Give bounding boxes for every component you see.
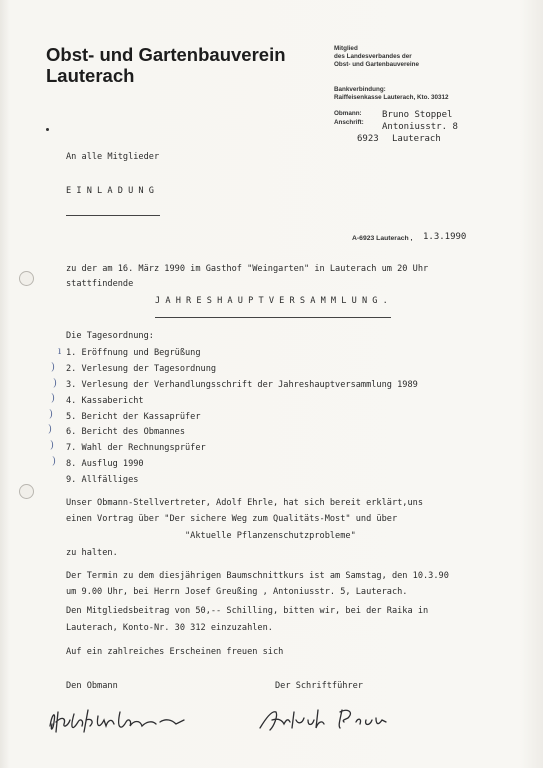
pencil-tick-icon: ) [51,393,55,404]
schriftfuehrer-label: Der Schriftführer [275,681,363,691]
organization-name-line2: Lauterach [46,65,135,86]
intro-line1: zu der am 16. März 1990 im Gasthof "Weingarten" in Lauterach um 20 Uhr [66,264,429,274]
agenda-heading: Die Tagesordnung: [66,331,154,341]
organization-name-line1: Obst- und Gartenbauverein [46,44,286,65]
address-name: Bruno Stoppel [382,110,453,120]
agenda-item: 2. Verlesung der Tagesordnung [66,363,217,374]
date-line: 1.3.1990 [423,232,467,242]
pencil-tick-icon: ) [52,456,56,467]
membership-note [334,45,419,69]
lecture-line3: "Aktuelle Pflanzenschutzprobleme" [185,531,356,541]
bank-details [334,86,448,102]
agenda-item: 6. Bericht des Obmannes [66,427,185,438]
membership-line1: Mitglied [334,45,358,52]
obmann-label-bottom: Den Obmann [66,681,118,691]
agenda-item: 9. Allfälliges [66,475,139,486]
punch-hole-top [19,271,34,286]
course-line2: um 9.00 Uhr, bei Herrn Josef Greußing , Antoniusstr. 5, Lauterach. [66,587,408,597]
agenda-item: 1. Eröffnung und Begrüßung [66,348,201,358]
agenda-item: 5. Bericht der Kassaprüfer [66,411,201,422]
agenda-item: 3. Verlesung der Verhandlungsschrift der Jahreshauptversammlung 1989 [66,379,418,390]
intro-line2: stattfindende [66,279,134,289]
anschrift-label: Anschrift: [334,119,364,126]
pencil-tick-icon: ) [51,362,55,373]
place-line: A-6923 Lauterach , [352,235,413,242]
membership-line3: Obst- und Gartenbauvereine [334,61,420,68]
pencil-tick-icon: ) [49,409,53,420]
address-city: Lauterach [392,134,441,144]
bank-label: Bankverbindung: [334,86,386,93]
agenda-list [66,346,418,489]
obmann-label: Obmann: [334,110,362,117]
pencil-tick-icon: ) [53,378,57,389]
invitation-heading: E I N L A D U N G [66,186,154,196]
lecture-line1: Unser Obmann-Stellvertreter, Adolf Ehrle, hat sich bereit erklärt,uns [66,498,423,508]
membership-line2: des Landesverbandes der [334,53,412,60]
address-zip: 6923 [357,134,379,144]
event-title-underline [155,317,391,318]
bank-value: Raiffeisenkasse Lauterach, Kto. 30312 [334,94,449,101]
fee-line2: Lauterach, Konto-Nr. 30 312 einzuzahlen. [66,623,273,633]
lecture-line2: einen Vortrag über "Der sichere Weg zum Qualitäts-Most" und über [66,514,398,524]
fee-line1: Den Mitgliedsbeitrag von 50,-- Schilling, bitten wir, bei der Raika in [66,606,429,616]
agenda-item: 4. Kassabericht [66,395,144,406]
punch-hole-bottom [19,484,34,499]
closing-line: Auf ein zahlreiches Erscheinen freuen sich [66,647,284,657]
heading-underline [66,215,160,216]
recipient-line: An alle Mitglieder [66,152,160,162]
address-street: Antoniusstr. 8 [382,122,458,132]
organization-name [46,44,316,86]
pencil-tick-icon: ) [48,424,52,435]
agenda-item: 7. Wahl der Rechnungsprüfer [66,443,206,454]
lecture-line4: zu halten. [66,548,118,558]
course-line1: Der Termin zu dem diesjährigen Baumschnittkurs ist am Samstag, den 10.3.90 [66,571,449,581]
schriftfuehrer-signature [252,700,402,736]
pencil-tick-icon: ı [58,346,62,357]
obmann-signature [44,702,189,738]
pencil-tick-icon: ) [50,440,54,451]
agenda-item: 8. Ausflug 1990 [66,459,144,470]
event-title: J A H R E S H A U P T V E R S A M M L U N G . [155,296,388,306]
dot-mark [46,128,49,131]
